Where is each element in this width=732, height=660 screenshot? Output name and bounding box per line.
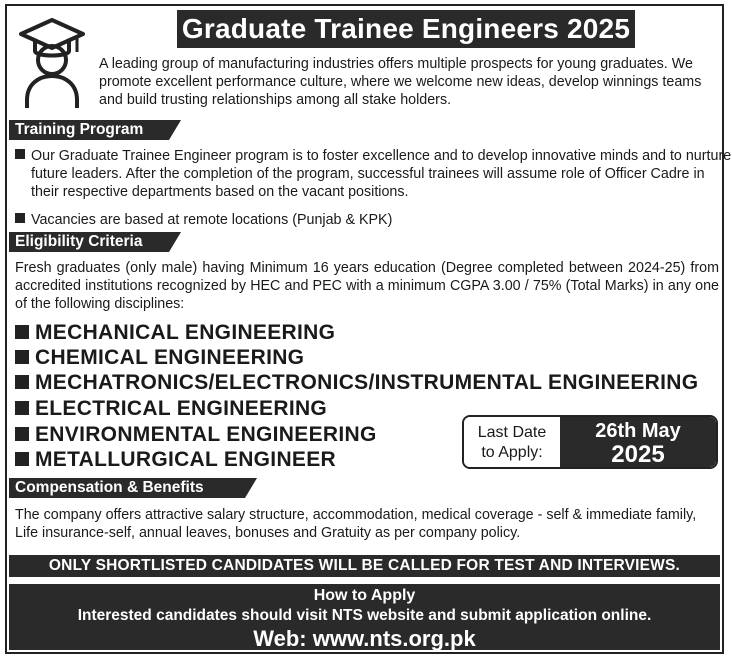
- training-bullet-2: [15, 211, 732, 229]
- last-date-label-line1: Last Date: [477, 424, 547, 441]
- eligibility-text: Fresh graduates (only male) having Minimum 16 years education (Degree completed between 2024-25) from accredited institutions recognized by HEC and PEC with a minimum CGPA 3.00 / 75% (Total Marks) in any one of the following disciplines:: [15, 260, 719, 312]
- discipline-item: [15, 449, 336, 471]
- website-link[interactable]: Web: www.nts.org.pk: [253, 626, 476, 651]
- discipline-item: [15, 347, 304, 369]
- training-bullet-2-text: Vacancies are based at remote locations (Punjab & KPK): [31, 212, 393, 228]
- intro-paragraph: A leading group of manufacturing industries offers multiple prospects for young graduates. We promote excellent performance culture, where we welcome new ideas, develop winnings teams and build trusting relationships among all stake holders.: [99, 56, 702, 108]
- discipline-label: METALLURGICAL ENGINEER: [35, 448, 336, 471]
- square-bullet-icon: [15, 149, 25, 159]
- discipline-item: [15, 398, 327, 420]
- square-bullet-icon: [15, 350, 29, 364]
- square-bullet-icon: [15, 375, 29, 389]
- job-advertisement: [5, 4, 732, 654]
- last-date-day: 26th May: [595, 420, 681, 442]
- page-title: Graduate Trainee Engineers 2025: [177, 10, 635, 48]
- training-bullet-1-text: Our Graduate Trainee Engineer program is to foster excellence and to develop innovative minds and to nurture future leaders. After the completion of the program, successful trainees will assume role of Officer Cadre in their respective departments based on the vacant positions.: [31, 148, 732, 200]
- square-bullet-icon: [15, 325, 29, 339]
- how-to-apply-panel: [9, 584, 720, 650]
- graduate-icon: [17, 14, 87, 112]
- discipline-item: [15, 322, 335, 344]
- last-date-value: [560, 417, 716, 467]
- square-bullet-icon: [15, 213, 25, 223]
- how-to-apply-text: Interested candidates should visit NTS website and submit application online.: [77, 607, 652, 624]
- last-date-box: [462, 415, 718, 469]
- discipline-label: ENVIRONMENTAL ENGINEERING: [35, 423, 377, 446]
- square-bullet-icon: [15, 452, 29, 466]
- shortlist-notice: ONLY SHORTLISTED CANDIDATES WILL BE CALLED FOR TEST AND INTERVIEWS.: [9, 555, 720, 577]
- training-bullet-1: [15, 147, 732, 201]
- last-date-year: 2025: [611, 441, 665, 468]
- training-program-heading: Training Program: [9, 120, 169, 140]
- last-date-label-line2: to Apply:: [481, 444, 543, 461]
- eligibility-criteria-heading: Eligibility Criteria: [9, 232, 169, 252]
- compensation-heading: Compensation & Benefits: [9, 478, 245, 498]
- discipline-label: MECHANICAL ENGINEERING: [35, 321, 336, 344]
- compensation-text: The company offers attractive salary structure, accommodation, medical coverage - self & immediate family, Life insurance-self, annual leaves, bonuses and Gratuity as per company policy.: [15, 507, 697, 541]
- square-bullet-icon: [15, 427, 29, 441]
- last-date-label: [464, 417, 560, 467]
- discipline-label: MECHATRONICS/ELECTRONICS/INSTRUMENTAL ENGINEERING: [35, 371, 699, 394]
- discipline-item: [15, 372, 698, 394]
- square-bullet-icon: [15, 401, 29, 415]
- discipline-item: [15, 424, 377, 446]
- how-to-apply-heading: How to Apply: [313, 587, 416, 604]
- discipline-label: ELECTRICAL ENGINEERING: [35, 397, 328, 420]
- discipline-label: CHEMICAL ENGINEERING: [35, 346, 305, 369]
